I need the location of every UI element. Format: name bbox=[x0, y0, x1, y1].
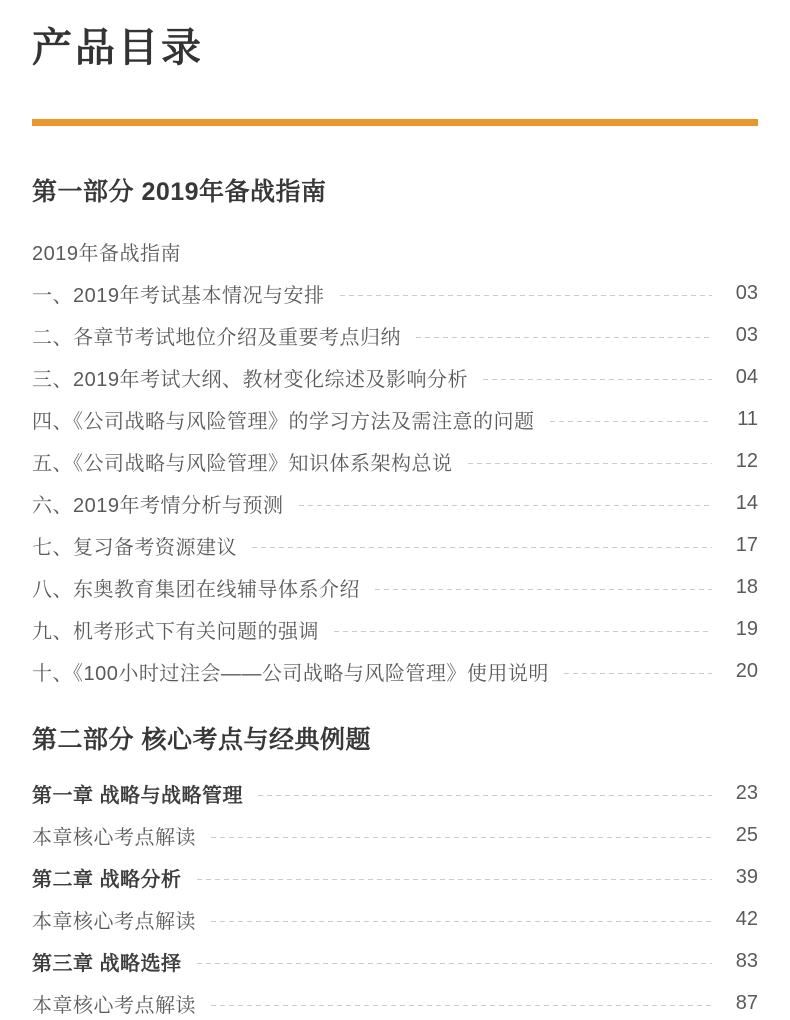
dotted-leader bbox=[196, 253, 712, 254]
toc-entry-label: 本章核心考点解读 bbox=[32, 910, 196, 933]
toc-entry bbox=[32, 314, 758, 356]
dotted-leader bbox=[197, 963, 712, 964]
toc-entry-label: 七、复习备考资源建议 bbox=[32, 536, 237, 559]
toc-entry-page: 17 bbox=[735, 533, 758, 556]
toc-entry-label: 五、《公司战略与风险管理》知识体系架构总说 bbox=[32, 452, 453, 475]
section-heading-part2: 第二部分 核心考点与经典例题 bbox=[32, 726, 371, 754]
dotted-leader bbox=[258, 795, 712, 796]
toc-entry bbox=[32, 814, 758, 856]
toc-entry bbox=[32, 482, 758, 524]
toc-entry-page: 03 bbox=[735, 323, 758, 346]
dotted-leader bbox=[211, 837, 712, 838]
toc-entry-page: 23 bbox=[735, 781, 758, 804]
toc-entry bbox=[32, 356, 758, 398]
toc-entry-page: 39 bbox=[735, 865, 758, 888]
toc-entry-page: 03 bbox=[735, 281, 758, 304]
toc-entry-page: 25 bbox=[735, 823, 758, 846]
toc-entry-label: 四、《公司战略与风险管理》的学习方法及需注意的问题 bbox=[32, 410, 535, 433]
toc-entry-chapter bbox=[32, 856, 758, 898]
toc-entry-label: 本章核心考点解读 bbox=[32, 826, 196, 849]
dotted-leader bbox=[252, 547, 712, 548]
dotted-leader bbox=[416, 337, 712, 338]
toc-entry-page: 87 bbox=[735, 991, 758, 1014]
toc-entry bbox=[32, 398, 758, 440]
toc-entry-page: 42 bbox=[735, 907, 758, 930]
toc-entry-label: 六、2019年考情分析与预测 bbox=[32, 494, 284, 517]
dotted-leader bbox=[211, 921, 712, 922]
toc-entry-chapter bbox=[32, 772, 758, 814]
toc-entry-label: 第三章 战略选择 bbox=[32, 952, 182, 975]
toc-entry-page: 12 bbox=[735, 449, 758, 472]
dotted-leader bbox=[375, 589, 712, 590]
toc-entry-label: 八、东奥教育集团在线辅导体系介绍 bbox=[32, 578, 360, 601]
dotted-leader bbox=[550, 421, 713, 422]
dotted-leader bbox=[334, 631, 712, 632]
toc-entry-label: 第二章 战略分析 bbox=[32, 868, 182, 891]
page-title: 产品目录 bbox=[32, 26, 204, 70]
toc-entry-page: 14 bbox=[735, 491, 758, 514]
dotted-leader bbox=[468, 463, 713, 464]
toc-entry bbox=[32, 272, 758, 314]
toc-entry-label: 2019年备战指南 bbox=[32, 242, 181, 265]
dotted-leader bbox=[197, 879, 712, 880]
dotted-leader bbox=[340, 295, 713, 296]
dotted-leader bbox=[564, 673, 712, 674]
toc-entry-label: 本章核心考点解读 bbox=[32, 994, 196, 1017]
toc-entry-label: 第一章 战略与战略管理 bbox=[32, 784, 244, 807]
toc-entry bbox=[32, 440, 758, 482]
toc-entry bbox=[32, 982, 758, 1020]
toc-entry-page: 19 bbox=[735, 617, 758, 640]
toc-entry-page: 18 bbox=[735, 575, 758, 598]
toc-entry bbox=[32, 230, 758, 272]
toc-entry-label: 十、《100小时过注会——公司战略与风险管理》使用说明 bbox=[32, 662, 549, 685]
toc-entry-page: 11 bbox=[737, 407, 758, 430]
toc-entry-label: 一、2019年考试基本情况与安排 bbox=[32, 284, 325, 307]
toc-entry bbox=[32, 650, 758, 692]
toc-list-part1 bbox=[32, 230, 758, 692]
section-heading-part1: 第一部分 2019年备战指南 bbox=[32, 178, 327, 206]
toc-entry-label: 二、各章节考试地位介绍及重要考点归纳 bbox=[32, 326, 401, 349]
toc-entry-chapter bbox=[32, 940, 758, 982]
toc-entry-label: 九、机考形式下有关问题的强调 bbox=[32, 620, 319, 643]
toc-entry-page: 83 bbox=[735, 949, 758, 972]
toc-entry bbox=[32, 898, 758, 940]
toc-entry-page: 20 bbox=[735, 659, 758, 682]
dotted-leader bbox=[483, 379, 712, 380]
dotted-leader bbox=[299, 505, 713, 506]
toc-entry bbox=[32, 566, 758, 608]
accent-rule bbox=[32, 119, 758, 126]
dotted-leader bbox=[211, 1005, 712, 1006]
toc-entry bbox=[32, 524, 758, 566]
toc-entry bbox=[32, 608, 758, 650]
toc-entry-label: 三、2019年考试大纲、教材变化综述及影响分析 bbox=[32, 368, 468, 391]
toc-list-part2 bbox=[32, 772, 758, 1020]
toc-entry-page: 04 bbox=[735, 365, 758, 388]
